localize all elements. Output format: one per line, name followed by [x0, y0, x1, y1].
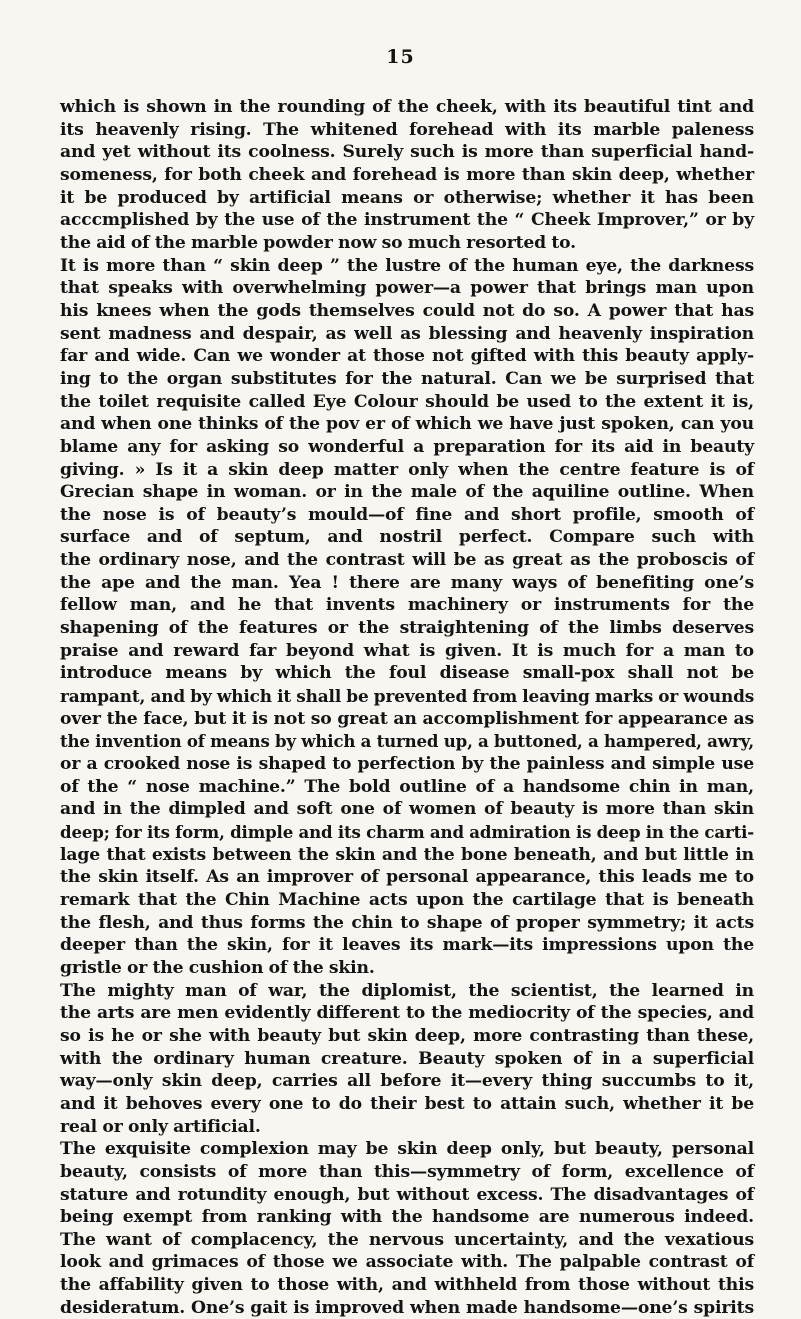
text-line: The mighty man of war, the diplomist, the scientist, the learned in [60, 980, 754, 1001]
text-line: look and grimaces of those we associate with. The palpable contrast of [60, 1252, 754, 1273]
text-line: rampant, and by which it shall be prevented from leaving marks or wounds [60, 686, 755, 707]
text-line: the aid of the marble powder now so much resorted to. [60, 232, 577, 253]
text-line: the toilet requisite called Eye Colour should be used to the extent it is, [60, 391, 754, 412]
text-line: stature and rotundity enough, but without excess. The disadvantages of [60, 1184, 754, 1205]
text-line: the affability given to those with, and withheld from those without this [60, 1275, 754, 1296]
text-line: so is he or she with beauty but skin deep, more contrasting than these, [60, 1025, 754, 1046]
text-line: surface and of septum, and nostril perfect. Compare such with [60, 527, 754, 548]
text-line: or a crooked nose is shaped to perfection by the painless and simple use [60, 754, 754, 775]
text-line: and it behoves every one to do their best to attain such, whether it be [60, 1093, 754, 1114]
text-line: the invention of means by which a turned up, a buttoned, a hampered, awry, [60, 731, 754, 752]
text-line: which is shown in the rounding of the cheek, with its beautiful tint and [60, 97, 754, 117]
text-line: praise and reward far beyond what is given. It is much for a man to [60, 640, 754, 661]
text-line: the nose is of beauty’s mould—of fine and short profile, smooth of [60, 504, 754, 525]
text-line: the flesh, and thus forms the chin to shape of proper symmetry; it acts [60, 912, 754, 933]
text-line: lage that exists between the skin and the bone beneath, and but little in [60, 844, 754, 865]
text-line: that speaks with overwhelming power—a power that brings man upon [60, 278, 754, 299]
page-number: 15 [386, 46, 415, 68]
text-line: sent madness and despair, as well as blessing and heavenly inspiration [60, 323, 754, 344]
text-line: Grecian shape in woman. or in the male of the aquiline outline. When [60, 482, 754, 503]
text-line: gristle or the cushion of the skin. [60, 957, 375, 978]
text-line: giving. » Is it a skin deep matter only when the centre feature is of [60, 459, 754, 480]
text-line: its heavenly rising. The whitened forehead with its marble paleness [60, 119, 754, 140]
text-line: The want of complacency, the nervous uncertainty, and the vexatious [60, 1229, 754, 1250]
text-line: the ordinary nose, and the contrast will be as great as the proboscis of [60, 550, 754, 571]
text-line: desideratum. One’s gait is improved when made handsome—one’s spirits [60, 1297, 754, 1318]
text-line: deep; for its form, dimple and its charm and admiration is deep in the carti- [60, 822, 754, 842]
text-line: real or only artificial. [60, 1116, 261, 1137]
text-line: The exquisite complexion may be skin deep only, but beauty, personal [60, 1139, 754, 1160]
text-line: acccmplished by the use of the instrument the “ Cheek Improver,” or by [60, 210, 754, 231]
text-line: It is more than “ skin deep ” the lustre of the human eye, the darkness [60, 255, 754, 276]
text-line: his knees when the gods themselves could not do so. A power that has [60, 300, 754, 321]
text-line: the arts are men evidently different to the mediocrity of the species, and [60, 1003, 754, 1024]
text-line: the skin itself. As an improver of personal appearance, this leads me to [60, 867, 754, 888]
text-line: with the ordinary human creature. Beauty spoken of in a superficial [60, 1048, 754, 1069]
text-line: over the face, but it is not so great an accomplishment for appearance as [60, 708, 754, 729]
text-line: introduce means by which the foul disease small-pox shall not be [60, 663, 754, 684]
body-text [60, 96, 754, 1319]
text-line: beauty, consists of more than this—symmetry of form, excellence of [60, 1161, 754, 1182]
text-line: fellow man, and he that invents machinery or instruments for the [60, 595, 754, 616]
text-line: ing to the organ substitutes for the natural. Can we be surprised that [60, 368, 754, 389]
text-line: the ape and the man. Yea ! there are many ways of benefiting one’s [60, 572, 754, 593]
text-line: deeper than the skin, for it leaves its mark—its impressions upon the [60, 935, 754, 956]
text-line: blame any for asking so wonderful a preparation for its aid in beauty [60, 436, 754, 457]
text-line: being exempt from ranking with the handsome are numerous indeed. [60, 1207, 754, 1228]
text-line: way—only skin deep, carries all before it—every thing succumbs to it, [60, 1071, 754, 1092]
text-line: of the “ nose machine.” The bold outline of a handsome chin in man, [60, 776, 754, 797]
text-line: and when one thinks of the pov er of which we have just spoken, can you [60, 414, 754, 435]
text-line: and in the dimpled and soft one of women of beauty is more than skin [60, 799, 754, 820]
text-line: far and wide. Can we wonder at those not gifted with this beauty apply- [60, 346, 754, 367]
text-line: and yet without its coolness. Surely such is more than superficial hand- [60, 142, 754, 163]
text-line: someness, for both cheek and forehead is more than skin deep, whether [60, 164, 754, 185]
text-line: remark that the Chin Machine acts upon the cartilage that is beneath [60, 889, 754, 910]
text-line: it be produced by artificial means or otherwise; whether it has been [60, 187, 754, 208]
text-line: shapening of the features or the straightening of the limbs deserves [60, 618, 754, 639]
